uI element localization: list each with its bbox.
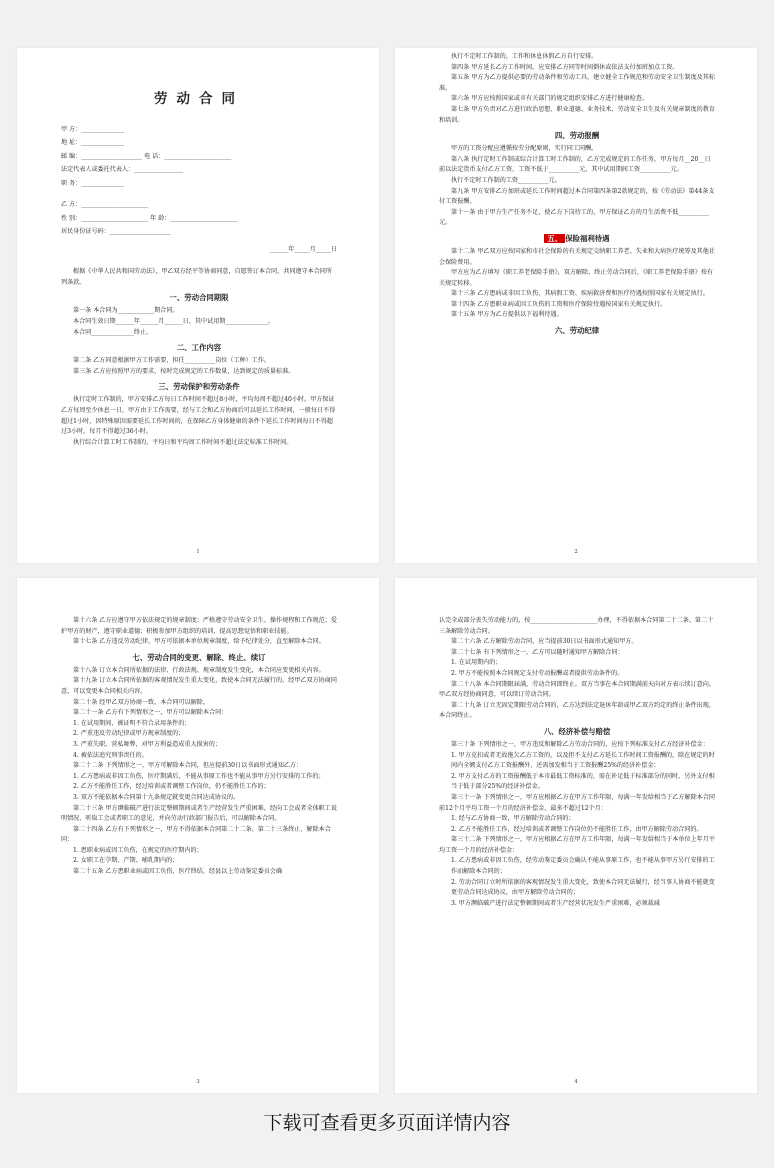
document-page-3 <box>17 578 379 1093</box>
contract-title: 劳动合同 <box>154 91 244 107</box>
clause-line: 第三十一条 下列情形之一，甲方应根据乙方在甲方工作年限，每满一年发给相当于乙方解除本合同前12个月平均工资一个月的经济补偿金，最多不超过12个月： <box>439 793 715 812</box>
clause-line: 第三十条 下列情形之一，甲方违反和解除乙方劳动合同的，应按下列标准支付乙方经济补偿金： <box>451 740 709 748</box>
list-item: 2. 甲方支付乙方的工资报酬低于本市最低工资标准的，需在补足低于标准部分的同时，另外支付相当于低于部分25%的经济补偿金。 <box>451 772 715 791</box>
section-heading: 七、劳动合同的变更、解除、终止、续订 <box>132 652 266 662</box>
list-item: 2. 女职工在孕期、产期、哺乳期内的； <box>73 857 179 865</box>
section-number-highlight: 五、 <box>544 234 565 243</box>
clause-line: 第二十五条 乙方患职业病或因工负伤，医疗终结，经县以上劳动鉴定委员会确 <box>73 868 283 876</box>
clause-line: 甲方的工资分配应遵循按劳分配原则，实行同工同酬。 <box>451 145 598 153</box>
clause-line: 第十五条 甲方为乙方提供以下福利待遇。 <box>451 311 563 319</box>
section-heading: 一、劳动合同期限 <box>169 293 229 303</box>
list-item: 2. 劳动合同订立时所依据的客观情况发生重大变化，致使本合同无法履行，经当事人协商不能就变更劳动合同达成协议，由甲方解除劳动合同的； <box>451 878 715 897</box>
clause-line: 执行不定时工作制的，工作和休息休假乙方自行安排。 <box>451 53 598 60</box>
clause-line: 第十三条 乙方患病或非因工负伤，其病假工资、疾病救济费和医疗待遇按照国家有关规定执行。 <box>451 290 709 298</box>
clause-line: 第三条 乙方应按照甲方的要求，按时完成规定的工作数量，达到规定的质量标准。 <box>73 367 295 375</box>
section-heading: 六、劳动纪律 <box>554 326 600 336</box>
clause-line: 第十二条 甲乙双方应按国家和市社会保险的有关规定交纳职工养老、失业和大病医疗统筹及其他社会保险费用。 <box>439 247 715 266</box>
clause-line: 第二十三条 甲方濒临破产进行法定整顿期间或者生产经营发生严重困难，经向工会或者全体职工说明情况，听取工会或者职工的意见，并向劳动行政部门报告后，可以解除本合同。 <box>61 804 337 823</box>
clause-line: 第二十二条 下列情形之一，甲方可解除本合同，但应提前30日以书面形式通知乙方： <box>73 762 303 770</box>
list-item: 1. 患职业病或因工负伤，在规定的医疗期内的； <box>73 846 203 854</box>
clause-line: 第十一条 由于甲方生产任务不足，使乙方下岗待工的，甲方保证乙方的月生活费不低__________元。 <box>439 208 709 227</box>
clause-line: 第四条 甲方延长乙方工作时间，应安排乙方同等时间倒休或依法支付加班加点工资。 <box>451 63 679 71</box>
party-info-line: 甲 方：______________ <box>61 125 124 133</box>
page-number: 1 <box>196 549 200 555</box>
clause-line: 第十四条 乙方患职业病或因工负伤的工资和医疗保险待遇按国家有关规定执行。 <box>451 300 667 308</box>
section-heading: 二、工作内容 <box>176 343 222 353</box>
intro-paragraph: 根据《中华人民共和国劳动法》，甲乙双方经平等协商同意，自愿签订本合同，共同遵守本合同所列条款。 <box>61 268 332 286</box>
party-info-line: 性 别：______________________ 年 龄：______________________ <box>61 214 238 222</box>
clause-line: 本合同生效日期______年______月______日，其中试用期______________。 <box>73 317 275 325</box>
clause-line: 第六条 甲方应按照国家或市有关部门的规定组织安排乙方进行健康检查。 <box>451 95 648 103</box>
clause-line: 第二十七条 有下列情形之一，乙方可以随时通知甲方解除合同： <box>451 648 624 656</box>
party-info-line: 居民身份证号码：____________________ <box>61 228 171 236</box>
section-heading: 四、劳动报酬 <box>554 131 600 141</box>
page-number: 4 <box>574 1079 578 1085</box>
clause-line: 第二十四条 乙方有下列情形之一，甲方不得依据本合同第二十二条、第二十三条终止、解除本合同： <box>61 825 331 844</box>
document-page-2 <box>395 48 757 563</box>
clause-line: 认完全或部分丧失劳动能力的，按______________________办理，不得依据本合同第二十二条、第二十三条解除劳动合同。 <box>439 617 714 635</box>
list-item: 1. 经与乙方协商一致，甲方解除劳动合同的； <box>451 815 575 823</box>
clause-line: 第二十一条 乙方有下列情形之一，甲方可以解除本合同： <box>73 709 228 717</box>
list-item: 1. 在试用期内的； <box>451 659 502 667</box>
clause-line: 执行定时工作制的，甲方安排乙方每日工作时间不超过8小时，平均每周不超过40小时。甲方保证乙方每周至少休息一日，甲方由于工作需要，经与工会和乙方协商后可以延长工作时间，一般每日不得超过1小时，因特殊原因需要延长工作时间的，在保障乙方身体健康的条件下延长工作时间每日不得超过3小时，每月不得超过36小时。 <box>61 396 336 436</box>
list-item: 2. 严重违反劳动纪律或甲方规章制度的； <box>73 730 185 738</box>
document-page-1 <box>17 48 379 563</box>
party-info-line: 法定代表人或委托代表人：________________ <box>61 166 183 174</box>
list-item: 2. 乙方不能胜任工作，经过培训或者调整工作岗位，仍不能胜任工作的； <box>73 783 270 791</box>
clause-line: 第二十八条 本合同期限届满，劳动合同即终止。双方当事在本合同期满前天向对方表示续订意向。甲乙双方经协商同意，可以续订劳动合同。 <box>439 680 715 699</box>
document-page-4 <box>395 578 757 1093</box>
party-info-line: 职 务：______________ <box>61 179 124 187</box>
list-item: 2. 甲方不能按照本合同规定支付劳动报酬或者提供劳动条件的。 <box>451 669 624 677</box>
clause-line: 第二条 乙方同意根据甲方工作需要，担任__________岗位（工种）工作。 <box>73 357 270 365</box>
sign-date: ______年_____月_____日 <box>269 245 337 253</box>
party-info-line: 乙 方：______________________ <box>61 201 149 209</box>
clause-line: 第九条 甲方安排乙方加班或延长工作时间超过本合同第四条第2款规定的，按《劳动法》第44条支付工资报酬。 <box>439 187 715 206</box>
section-heading <box>439 233 715 245</box>
clause-line: 第二十条 经甲乙双方协商一致，本合同可以解除。 <box>73 698 209 706</box>
clause-line: 第一条 本合同为____________期合同。 <box>73 307 179 315</box>
party-info-line: 地 址：______________ <box>61 139 124 147</box>
page-number: 2 <box>574 549 578 555</box>
clause-line: 第二十九条 订立无固定期限劳动合同的，乙方达到法定退休年龄或甲乙双方约定的终止条件出现，本合同终止。 <box>439 701 715 720</box>
clause-line: 第十六条 乙方应遵守甲方依法规定的规章制度；严格遵守劳动安全卫生、操作规程和工作规范；爱护甲方的财产，遵守职业道德；积极参加甲方组织的培训，提高思想觉悟和职业技能。 <box>61 617 337 635</box>
clause-line: 甲方应为乙方填写《职工养老保险手册》，双方解除、终止劳动合同后，《职工养老保险手册》按有关规定转移。 <box>439 269 714 287</box>
party-info-block <box>61 123 337 239</box>
section-heading: 三、劳动保护和劳动条件 <box>158 382 240 392</box>
clause-line: 第五条 甲方为乙方提供必要的劳动条件和劳动工具，建立健全工作规范和劳动安全卫生制度及其标准。 <box>439 74 715 92</box>
list-item: 1. 乙方患病或非因工负伤，经劳动鉴定委员会确认不能从事原工作，也不能从事甲方另行安排的工作而解除本合同的； <box>451 857 715 876</box>
clause-line: 第七条 甲方负责对乙方进行政治思想、职业道德、业务技术、劳动安全卫生及有关规章制度的教育和培训。 <box>439 105 715 124</box>
list-item: 3. 甲方濒临破产进行法定整顿期间或者生产经营状况发生严重困难，必须裁减 <box>451 899 660 907</box>
list-item: 2. 乙方不能胜任工作，经过培训或者调整工作岗位仍不能胜任工作，由甲方解除劳动合同的。 <box>451 825 703 833</box>
list-item: 1. 在试用期间，被证明不符合录用条件的； <box>73 719 191 727</box>
list-item: 1. 乙方患病或非因工负伤，医疗期满后，不能从事原工作也不能从事甲方另行安排的工作的； <box>73 772 325 780</box>
list-item: 3. 严重失职、营私舞弊，对甲方利益造成重大损害的； <box>73 740 221 748</box>
clause-line: 第二十六条 乙方解除劳动合同，应当提前30日以书面形式通知甲方。 <box>451 638 638 646</box>
clause-line: 第八条 执行定时工作制或综合计算工时工作制的，乙方完成规定的工作任务，甲方每月__20__日前以法定货币支付乙方工资，工资不低于__________元，其中试用期间工资__________元。 <box>439 155 711 174</box>
section-heading-text: 保险福利待遇 <box>565 233 610 243</box>
clause-line: 执行不定时工作制的工资__________元。 <box>451 176 561 184</box>
section-heading: 八、经济补偿与赔偿 <box>543 726 611 736</box>
clause-line: 执行综合计算工时工作制的，平均日和平均周工作时间不超过法定标准工作时间。 <box>73 438 293 446</box>
list-item: 1. 甲方克扣或者无故拖欠乙方工资的，以及拒不支付乙方延长工作时间工资报酬的，除在规定的时间内全额支付乙方工资报酬外，还需加发相当于工资报酬25%的经济补偿金； <box>451 751 715 770</box>
clause-line: 第十八条 订立本合同所依据的法律、行政法规、规章制度发生变化，本合同应变更相关内容。 <box>73 666 325 674</box>
list-item: 3. 双方不能依据本合同第十九条规定就变更合同达成协议的。 <box>73 793 240 801</box>
clause-line: 本合同______________终止。 <box>73 328 153 336</box>
clause-line: 第十七条 乙方违反劳动纪律，甲方可依据本单位规章制度，给予纪律处分，直至解除本合同。 <box>73 638 325 646</box>
party-info-line: 邮 编：____________________ 电 话：______________________ <box>61 152 232 160</box>
list-item: 4. 被依法追究刑事责任的。 <box>73 751 148 759</box>
clause-line: 第十九条 订立本合同所依据的客观情况发生重大变化，致使本合同无法履行的，经甲乙双方协商同意，可以变更本合同相关内容。 <box>61 677 337 695</box>
download-more-caption[interactable]: 下载可查看更多页面详情内容 <box>263 1112 511 1134</box>
page-number: 3 <box>196 1079 200 1085</box>
clause-line: 第三十二条 下列情形之一，甲方应根据乙方在甲方工作年限，每满一年发给相当于本单位上年月平均工资一个月的经济补偿金： <box>439 836 715 854</box>
